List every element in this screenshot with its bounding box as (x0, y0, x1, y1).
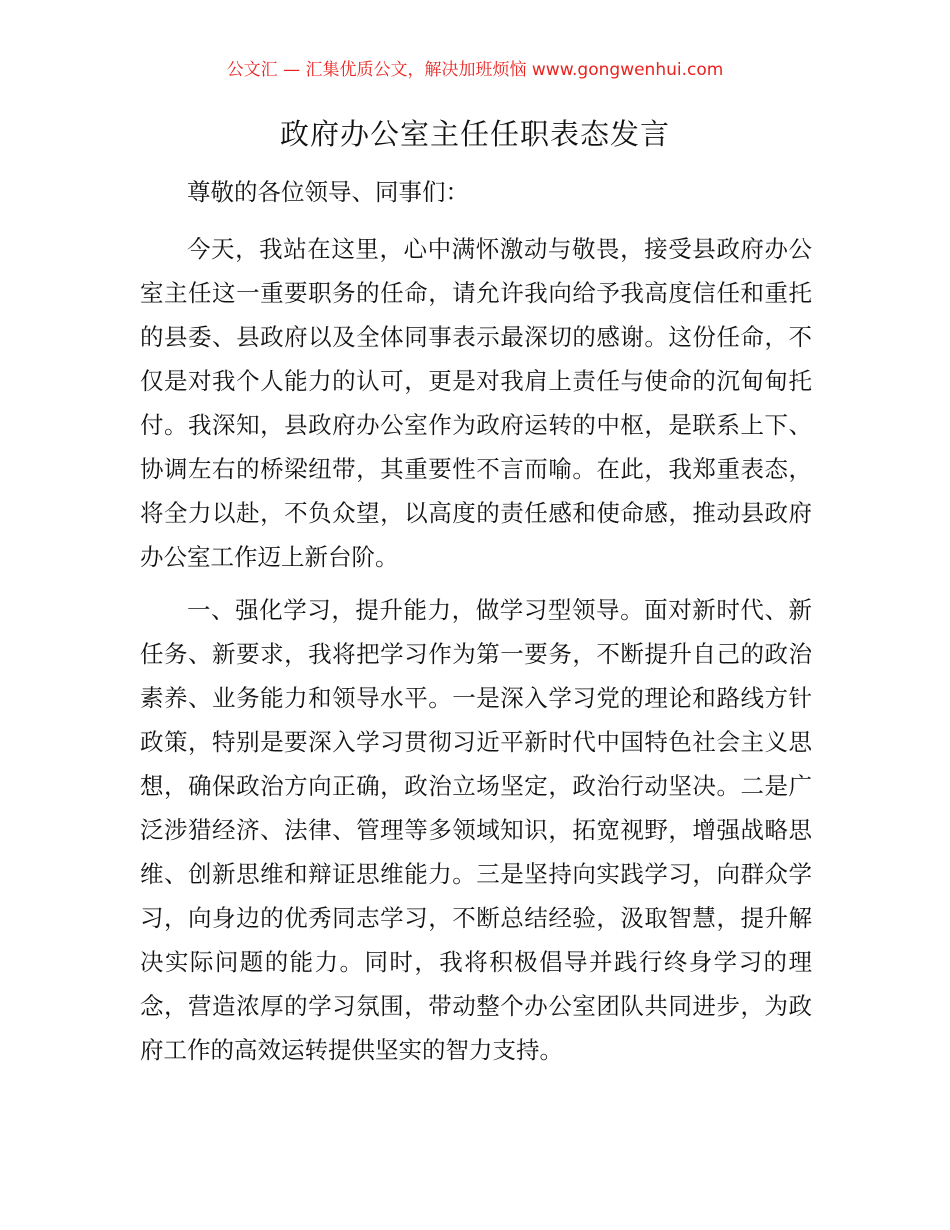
document-title: 政府办公室主任任职表态发言 (279, 117, 670, 151)
paragraph-intro: 今天，我站在这里，心中满怀激动与敬畏，接受县政府办公室主任这一重要职务的任命，请允许我向给予我高度信任和重托的县委、县政府以及全体同事表示最深切的感谢。这份任命，不仅是对我个人能力的认可，更是对我肩上责任与使命的沉甸甸托付。我深知，县政府办公室作为政府运转的中枢，是联系上下、协调左右的桥梁纽带，其重要性不言而喻。在此，我郑重表态，将全力以赴，不负众望，以高度的责任感和使命感，推动县政府办公室工作迈上新台阶。 (140, 235, 812, 571)
document-body (140, 170, 812, 1081)
paragraph-section-1: 一、强化学习，提升能力，做学习型领导。面对新时代、新任务、新要求，我将把学习作为第一要务，不断提升自己的政治素养、业务能力和领导水平。一是深入学习党的理论和路线方针政策，特别是要深入学习贯彻习近平新时代中国特色社会主义思想，确保政治方向正确，政治立场坚定，政治行动坚决。二是广泛涉猎经济、法律、管理等多领域知识，拓宽视野，增强战略思维、创新思维和辩证思维能力。三是坚持向实践学习，向群众学习，向身边的优秀同志学习，不断总结经验，汲取智慧，提升解决实际问题的能力。同时，我将积极倡导并践行终身学习的理念，营造浓厚的学习氛围，带动整个办公室团队共同进步，为政府工作的高效运转提供坚实的智力支持。 (140, 596, 812, 1064)
salutation: 尊敬的各位领导、同事们： (187, 178, 469, 206)
site-header-banner: 公文汇 — 汇集优质公文，解决加班烦恼 www.gongwenhui.com (226, 60, 724, 80)
